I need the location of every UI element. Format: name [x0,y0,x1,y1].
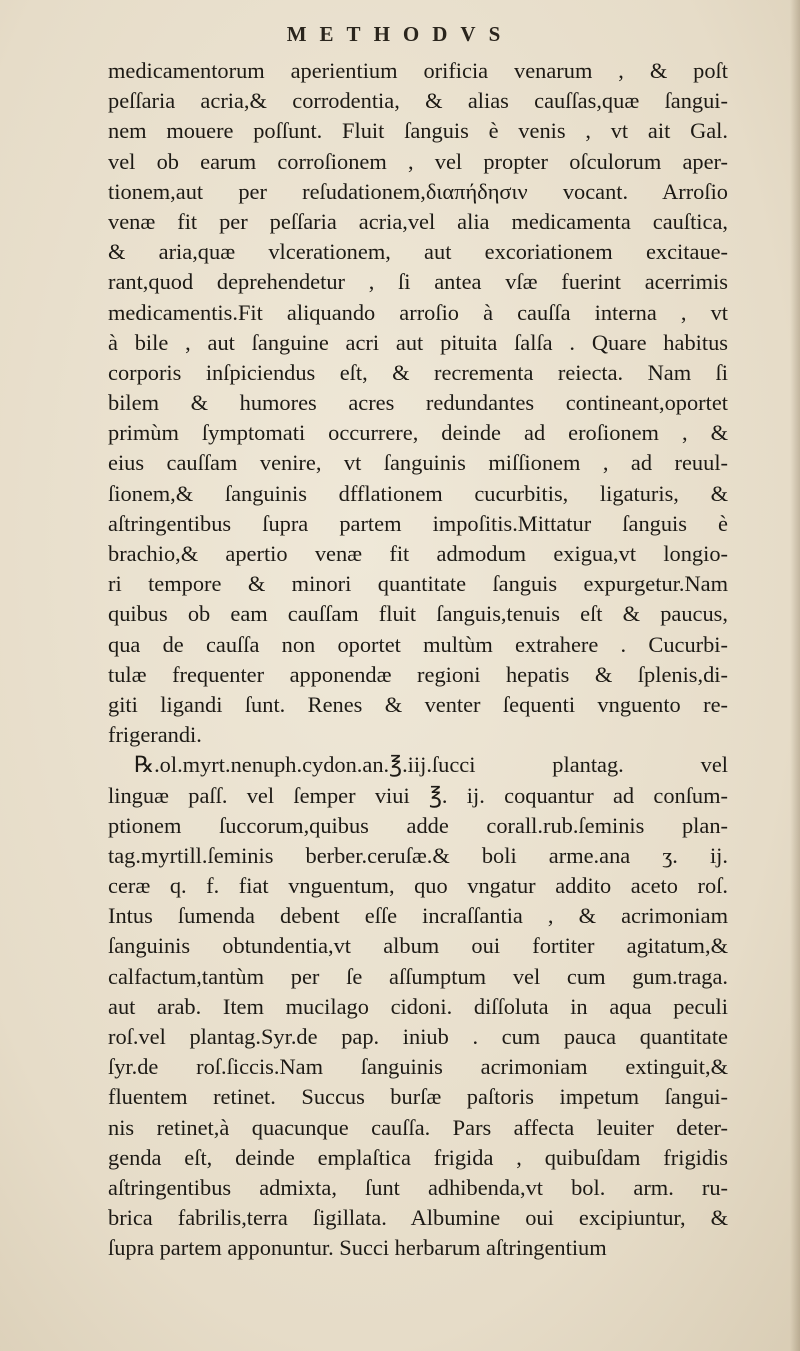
text-line: corporis inſpiciendus eſt, & recrementa reiecta. Nam ſi [108,359,728,385]
text-line: rant,quod deprehendetur , ſi antea vſæ fuerint acerrimis [108,269,728,295]
text-line: primùm ſymptomati occurrere, deinde ad eroſionem , & [108,420,728,446]
text-line: tulæ frequenter apponendæ regioni hepatis & ſplenis,di- [108,661,728,687]
text-line: tag.myrtill.ſeminis berber.ceruſæ.& boli arme.ana ʒ. ij. [108,842,728,868]
text-line: & aria,quæ vlcerationem, aut excoriationem excitaue- [108,239,728,265]
text-line: aſtringentibus admixta, ſunt adhibenda,vt bol. arm. ru- [108,1174,728,1200]
text-line: brica fabrilis,terra ſigillata. Albumine oui excipiuntur, & [108,1205,728,1231]
text-line: ri tempore & minori quantitate ſanguis expurgetur.Nam [108,571,728,597]
text-line: nis retinet,à quacunque cauſſa. Pars affecta leuiter deter- [108,1114,728,1140]
text-line: frigerandi. [108,722,202,748]
text-line: eius cauſſam venire, vt ſanguinis miſſionem , ad reuul- [108,450,728,476]
text-line: venæ fit per peſſaria acria,vel alia medicamenta cauſtica, [108,208,728,234]
text-line: ſyr.de roſ.ſiccis.Nam ſanguinis acrimoniam extinguit,& [108,1054,728,1080]
text-line: fluentem retinet. Succus burſæ paſtoris impetum ſangui- [108,1084,728,1110]
text-line: brachio,& apertio venæ fit admodum exigua,vt longio- [108,541,728,566]
text-line: ſupra partem apponuntur. Succi herbarum aſtringentium [108,1235,607,1261]
text-line: tionem,aut per reſudationem,διαπήδησιν vocant. Arroſio [108,178,728,204]
text-line: medicamentis.Fit aliquando arroſio à cauſſa interna , vt [108,299,728,325]
running-head: METHODVS [286,22,514,46]
text-line: ceræ q. f. fiat vnguentum, quo vngatur addito aceto roſ. [108,873,728,899]
text-line: ptionem ſuccorum,quibus adde corall.rub.ſeminis plan- [108,812,728,838]
text-line: medicamentorum aperientium orificia venarum , & poſt [108,58,728,83]
text-line: à bile , aut ſanguine acri aut pituita ſalſa . Quare habitus [108,329,728,355]
text-line: ſionem,& ſanguinis dfflationem cucurbitis, ligaturis, & [108,480,728,506]
text-line: linguæ paſſ. vel ſemper viui ℥. ij. coquantur ad conſum- [108,782,728,808]
text-line: aſtringentibus ſupra partem impoſitis.Mittatur ſanguis è [108,510,728,536]
text-line: giti ligandi ſunt. Renes & venter ſequenti vnguento re- [108,691,728,717]
text-line: vel ob earum corroſionem , vel propter oſculorum aper- [108,148,728,174]
text-line: genda eſt, deinde emplaſtica frigida , quibuſdam frigidis [108,1144,728,1170]
text-line: nem mouere poſſunt. Fluit ſanguis è venis , vt ait Gal. [108,118,728,144]
text-line: calfactum,tantùm per ſe aſſumptum vel cum gum.traga. [108,963,728,989]
text-line: Intus ſumenda debent eſſe incraſſantia , & acrimoniam [108,903,728,929]
text-line: peſſaria acria,& corrodentia, & alias cauſſas,quæ ſangui- [108,88,728,114]
text-line: bilem & humores acres redundantes contineant,oportet [108,390,728,416]
text-line: roſ.vel plantag.Syr.de pap. iniub . cum pauca quantitate [108,1024,728,1049]
text-line: ſanguinis obtundentia,vt album oui fortiter agitatum,& [108,933,728,959]
text-block [108,56,728,1264]
text-line: aut arab. Item mucilago cidoni. diſſoluta in aqua peculi [108,993,728,1019]
text-line: qua de cauſſa non oportet multùm extrahere . Cucurbi- [108,631,728,657]
text-line: ℞.ol.myrt.nenuph.cydon.an.℥.iij.ſucci plantag. vel [134,752,728,778]
text-line: quibus ob eam cauſſam fluit ſanguis,tenuis eſt & paucus, [108,601,728,627]
page-edge-shadow [790,0,800,1351]
